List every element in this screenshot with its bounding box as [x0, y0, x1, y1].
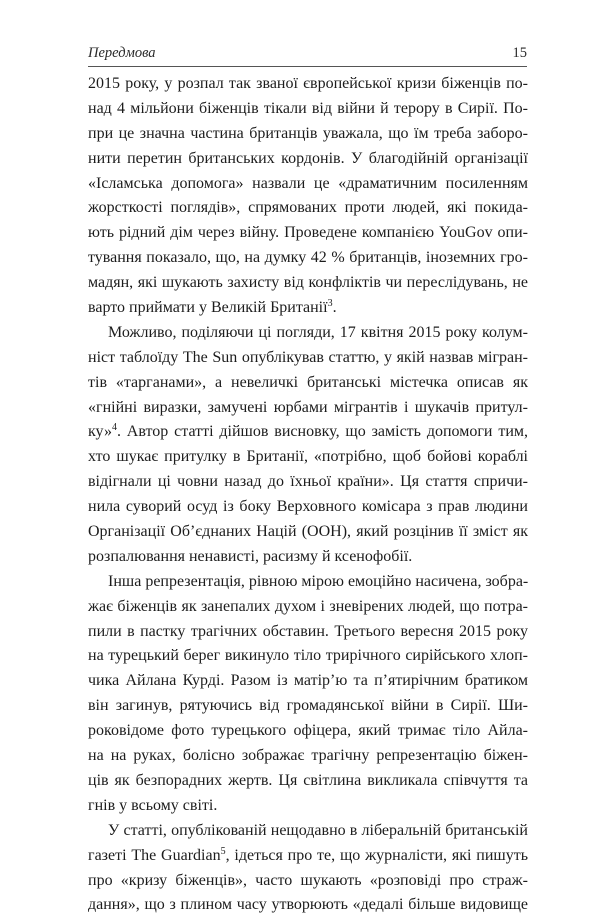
text-line: Інша репрезентація, рівною мірою емоційно насичена, зобра- [108, 572, 529, 590]
footnote-marker: 3 [327, 298, 333, 310]
text-fragment: ку» [88, 423, 112, 441]
text-line: 2015 року, у розпал так званої європейської кризи біженців по- [88, 75, 528, 92]
text-line: над 4 мільйони біженців тікали від війни й терору в Сирії. По- [88, 99, 528, 117]
text-line: хто шукає притулку в Британії, «потрібно, щоб бойові кораблі [88, 448, 528, 466]
text-line: варто приймати у Великій Британії$^3$. [88, 298, 337, 317]
text-line: нити перетин британських кордонів. У благодійній організації [88, 149, 528, 167]
text-line: чика Айлана Курді. Разом із матір’ю та п’ятирічним братиком [88, 672, 528, 690]
text-fragment: . Автор статті дійшов висновку, що замість допомоги тим, [116, 423, 528, 441]
text-line: Можливо, поділяючи ці погляди, 17 квітня 2015 року колум- [108, 323, 528, 341]
text-line: Організації Об’єднаних Націй (ООН), який розцінив її зміст як [88, 523, 528, 541]
text-line: жає біженців як занепалих духом і зневірених людей, що потра- [88, 597, 528, 615]
text-line: при це значна частина британців уважала, що їм треба заборо- [88, 124, 528, 142]
text-line: він загинув, рятуючись від громадянської війни в Сирії. Ши- [88, 697, 528, 715]
text-line: У статті, опублікованій нещодавно в ліберальній британській [108, 821, 528, 839]
text-line: ють рідний дім через війну. Проведене компанією YouGov опи- [88, 224, 528, 242]
text-line: гнів у всьому світі. [88, 796, 218, 814]
text-line [88, 420, 528, 445]
paragraph-4 [88, 819, 528, 918]
text-line: «гнійні виразки, замучені юрбами мігрантів і шукачів притул- [88, 398, 528, 416]
paragraph-1 [88, 72, 528, 321]
text-line: на на руках, болісно зображає трагічну репрезентацію біжен- [88, 747, 528, 765]
text-line: відігнали ці човни назад до їхньої країни». Ця стаття спричи- [88, 473, 528, 491]
text-line: тування показало, що, на думку 42 % британців, іноземних гро- [88, 249, 528, 267]
text-line: пили в пастку трагічних обставин. Третього вересня 2015 року [88, 622, 528, 640]
body-text [88, 72, 528, 918]
text-line: роковідоме фото турецького офіцера, який тримає тіло Айла- [88, 722, 528, 740]
text-line: дання», що з плином часу утворюють «дедалі більше видовище [88, 896, 528, 914]
paragraph-3 [88, 570, 528, 819]
text-fragment: варто приймати у Великій Британії [88, 299, 328, 317]
text-line: ців як безпорадних жертв. Ця світлина викликала співчуття та [88, 771, 528, 789]
footnote-marker: 4 [111, 422, 117, 434]
text-line: розпалювання ненависті, расизму й ксенофобії. [88, 547, 413, 565]
paragraph-2 [88, 321, 528, 570]
page-number: 15 [512, 45, 527, 61]
text-fragment: газеті The Guardian [88, 846, 221, 864]
text-line: про «кризу біженців», часто шукають «розповіді про страж- [88, 871, 528, 889]
footnote-marker: 5 [220, 845, 226, 857]
text-fragment: , ідеться про те, що журналісти, які пишуть [225, 846, 528, 864]
text-line: «Ісламська допомога» назвали це «драматичним посиленням [88, 174, 528, 192]
text-line: нила суворий осуд із боку Верховного комісара з прав людини [88, 498, 528, 516]
text-line [88, 844, 528, 869]
chapter-title: Передмова [88, 45, 156, 61]
header-rule [88, 66, 527, 67]
text-line: ніст таблоїду The Sun опублікував статтю, у якій назвав мігран- [88, 348, 528, 366]
text-line: на турецький берег викинуло тіло трирічного сирійського хлоп- [88, 647, 528, 665]
text-line: жорсткості поглядів», спрямованих проти людей, які покида- [88, 199, 528, 217]
text-line: тів «тарганами», а невеличкі британські містечка описав як [88, 373, 528, 391]
running-head [88, 42, 527, 64]
text-line: мадян, які шукають захисту від конфліктів чи переслідувань, не [88, 274, 528, 292]
